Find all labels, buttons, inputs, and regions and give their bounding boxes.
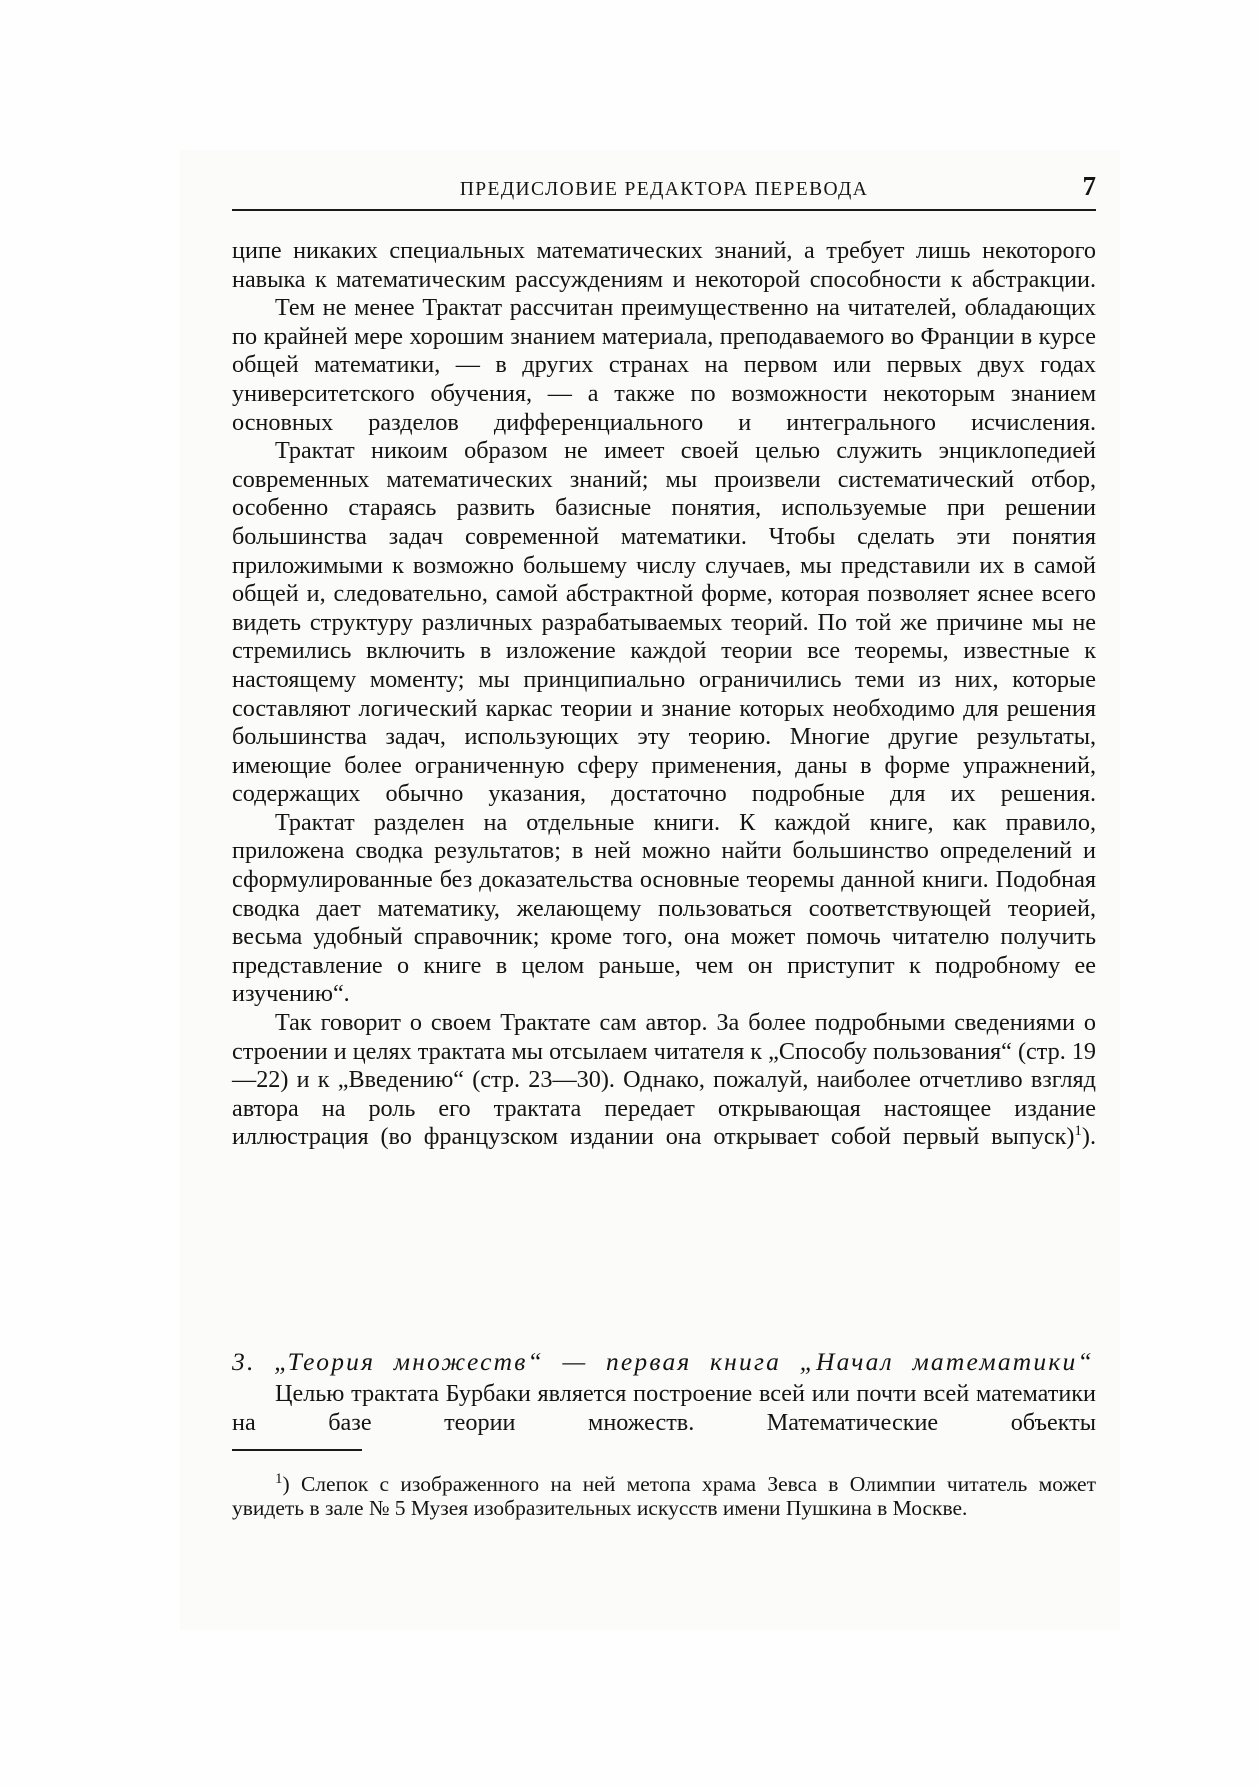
- paragraph: Трактат никоим образом не имеет своей целью служить энциклопедией современных математических знаний; мы произвели систематический отбор, особенно стараясь развить базисные понятия, используемые при решении большинства задач современной математики. Чтобы сделать эти понятия приложимыми к возможно большему числу случаев, мы представили их в самой общей и, следовательно, самой абстрактной форме, которая позволяет яснее всего видеть структуру различных разрабатываемых теорий. По той же причине мы не стремились включить в изложение каждой теории все теоремы, известные к настоящему моменту; мы принципиально ограничились теми из них, которые составляют логический каркас теории и знание которых необходимо для решения большинства задач, использующих эту теорию. Многие другие результаты, имеющие более ограниченную сферу применения, даны в форме упражнений, содержащих обычно указания, достаточно подробные для их решения.: [232, 437, 1096, 808]
- paragraph: Трактат разделен на отдельные книги. К каждой книге, как правило, приложена сводка результатов; в ней можно найти большинство определений и сформулированные без доказательства основные теоремы данной книги. Подобная сводка дает математику, желающему пользоваться соответствующей теорией, весьма удобный справочник; кроме того, она может помочь читателю получить представление о книге в целом раньше, чем он приступит к подробному ее изучению“.: [232, 808, 1096, 1008]
- page-header: [232, 171, 1096, 211]
- paragraph-text: Так говорит о своем Трактате сам автор. За более подробными сведениями о строении и целях трактата мы отсылаем читателя к „Способу пользования“ (стр. 19—22) и к „Введению“ (стр. 23—30). Однако, пожалуй, наиболее отчетливо взгляд автора на роль его трактата передает открывающая настоящее издание иллюстрация (во французском издании она открывает собой первый выпуск): [232, 1009, 1096, 1151]
- main-text: [232, 237, 1096, 1152]
- footnote-body: ) Слепок с изображенного на ней метопа храма Зевса в Олимпии читатель может увидеть в зале № 5 Музея изобразительных искусств имени Пушкина в Москве.: [232, 1472, 1096, 1520]
- footnote-reference[interactable]: 1: [1074, 1123, 1082, 1140]
- footnote: [232, 1470, 1096, 1520]
- page-number: 7: [1082, 171, 1096, 201]
- footnote-mark: 1: [275, 1470, 283, 1487]
- paragraph: Тем не менее Трактат рассчитан преимущественно на читателей, обладающих по крайней мере хорошим знанием материала, преподаваемого во Франции в курсе общей математики, — в других странах на первом или первых двух годах университетского обучения, — а также по возможности некоторым знанием основных разделов дифференциального и интегрального исчисления.: [232, 294, 1096, 436]
- paragraph-with-footnote-ref: [232, 1009, 1096, 1152]
- running-title: ПРЕДИСЛОВИЕ РЕДАКТОРА ПЕРЕВОДА: [459, 179, 869, 200]
- paragraph: ципе никаких специальных математических знаний, а требует лишь некоторого навыка к математическим рассуждениям и некоторой способности к абстракции.: [232, 237, 1096, 293]
- section-text: [232, 1380, 1096, 1437]
- paragraph: Целью трактата Бурбаки является построение всей или почти всей математики на базе теории множеств. Математические объекты: [232, 1380, 1096, 1436]
- section-heading: 3. „Теория множеств“ — первая книга „Начал математики“: [232, 1347, 1094, 1376]
- footnote-text: [232, 1470, 1096, 1520]
- footnote-divider: [232, 1449, 362, 1451]
- paragraph-tail: ).: [1081, 1123, 1096, 1151]
